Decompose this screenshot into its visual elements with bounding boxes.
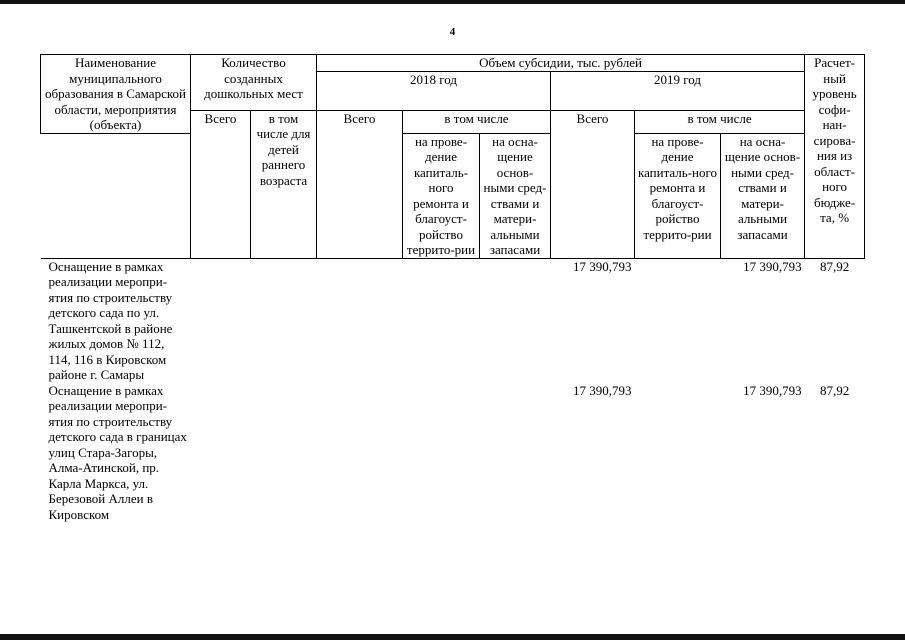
header-2018-equip: на осна-щение основ-ными сред-ствами и матери-альными запасами	[480, 133, 551, 258]
table-body	[41, 258, 865, 522]
table-row	[41, 258, 865, 383]
header-2018-including: в том числе	[403, 110, 551, 133]
header-places: Количество созданных дошкольных мест	[191, 55, 317, 111]
row-name: Оснащение в рамках реализации меропри-ятия по строительству детского сада в границах улиц Стара-Загоры, Алма-Атинской, пр. Карла Маркса, ул. Березовой Аллеи в Кировском	[48, 382, 187, 522]
row-equip-2019: 17 390,793	[743, 258, 802, 274]
header-year-2019: 2019 год	[551, 71, 805, 110]
table-header	[41, 55, 865, 259]
scan-border-bottom	[0, 634, 905, 640]
row-equip-2019: 17 390,793	[743, 382, 802, 398]
header-name: Наименование муниципального образования в Самарской области, мероприятия (объекта)	[41, 55, 191, 134]
page-number: 4	[449, 26, 456, 38]
header-2019-repair: на прове-дение капиталь-ного ремонта и благоуст-ройство террито-рии	[635, 133, 721, 258]
header-2019-total: Всего	[551, 110, 635, 258]
row-rate: 87,92	[819, 382, 850, 398]
header-2019-equip: на осна-щение основ-ными сред-ствами и матери-альными запасами	[721, 133, 805, 258]
subsidy-table	[40, 54, 865, 522]
header-places-early: в том числе для детей раннего возраста	[251, 110, 317, 258]
row-name: Оснащение в рамках реализации меропри-ятия по строительству детского сада по ул. Ташкентской в районе жилых домов № 112, 114, 116 в Кировском районе г. Самары	[48, 258, 173, 382]
row-total-2019: 17 390,793	[573, 382, 632, 398]
scan-border-top	[0, 0, 905, 4]
table-row	[41, 383, 865, 523]
header-subsidy: Объем субсидии, тыс. рублей	[317, 55, 805, 72]
row-rate: 87,92	[819, 258, 850, 274]
header-2018-total: Всего	[317, 110, 403, 258]
header-spacer	[41, 133, 191, 258]
header-places-total: Всего	[191, 110, 251, 258]
row-total-2019: 17 390,793	[573, 258, 632, 274]
header-2019-including: в том числе	[635, 110, 805, 133]
header-rate: Расчет-ный уровень софи-нан-сирова-ния из област-ного бюдже-та, %	[805, 55, 865, 259]
header-year-2018: 2018 год	[317, 71, 551, 110]
header-2018-repair: на прове-дение капиталь-ного ремонта и благоуст-ройство террито-рии	[403, 133, 480, 258]
